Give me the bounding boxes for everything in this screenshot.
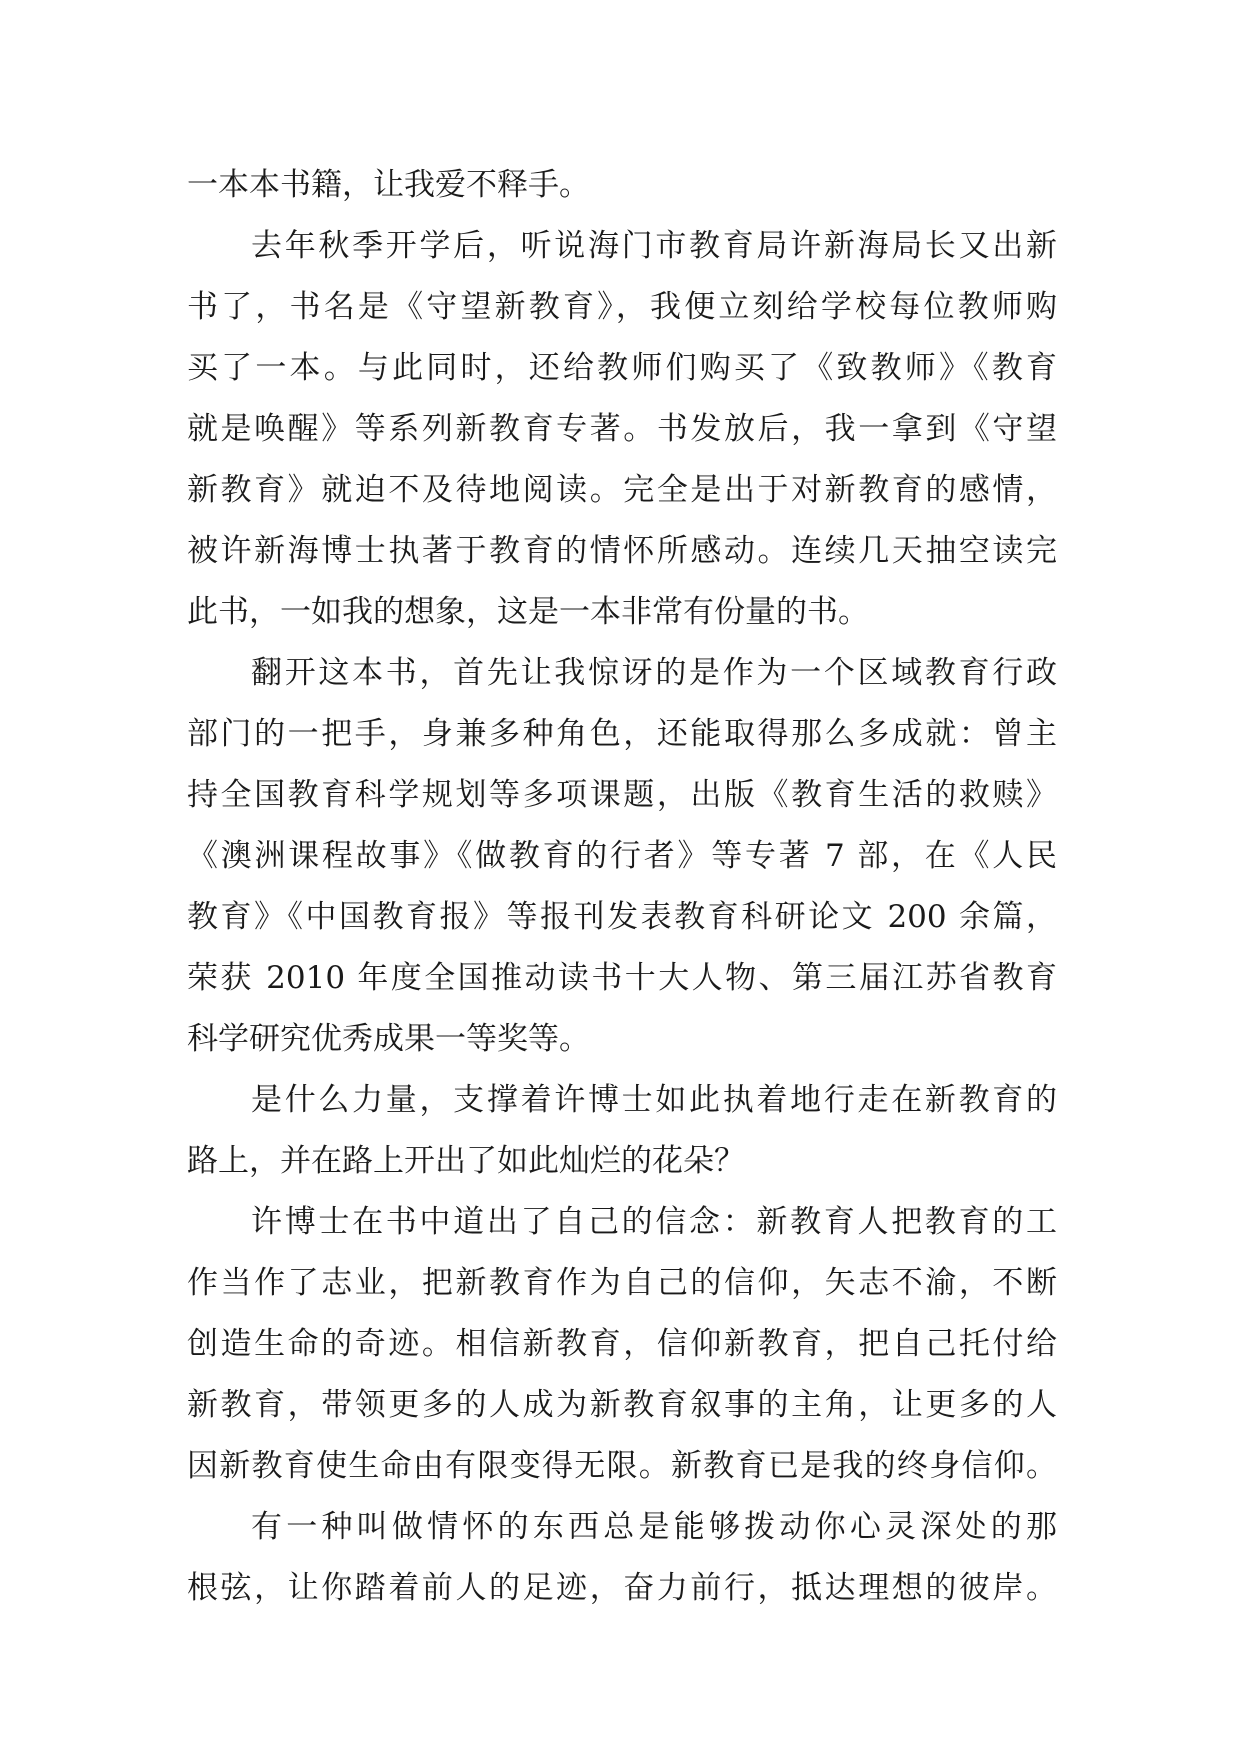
text-line: 新教育》就迫不及待地阅读。完全是出于对新教育的感情， [187, 472, 1057, 508]
text-line: 部门的一把手，身兼多种角色，还能取得那么多成就：曾主 [187, 716, 1057, 752]
text-line: 创造生命的奇迹。相信新教育，信仰新教育，把自己托付给 [187, 1326, 1057, 1362]
paragraph-first-line: 翻开这本书，首先让我惊讶的是作为一个区域教育行政 [251, 655, 1057, 691]
text-line: 此书，一如我的想象，这是一本非常有份量的书。 [187, 594, 869, 630]
text-line: 买了一本。与此同时，还给教师们购买了《致教师》《教育 [187, 350, 1057, 386]
text-line: 路上，并在路上开出了如此灿烂的花朵？ [187, 1143, 745, 1179]
text-line: 教育》《中国教育报》等报刊发表教育科研论文 200 余篇， [187, 899, 1057, 935]
paragraph-first-line: 有一种叫做情怀的东西总是能够拨动你心灵深处的那 [251, 1509, 1057, 1545]
text-line: 书了，书名是《守望新教育》，我便立刻给学校每位教师购 [187, 289, 1057, 325]
text-line: 一本本书籍，让我爱不释手。 [187, 167, 590, 203]
text-line: 因新教育使生命由有限变得无限。新教育已是我的终身信仰。 [187, 1448, 1057, 1484]
text-line: 科学研究优秀成果一等奖等。 [187, 1021, 590, 1057]
paragraph-first-line: 许博士在书中道出了自己的信念：新教育人把教育的工 [251, 1204, 1057, 1240]
paragraph-first-line: 去年秋季开学后，听说海门市教育局许新海局长又出新 [251, 228, 1057, 264]
text-line: 荣获 2010 年度全国推动读书十大人物、第三届江苏省教育 [187, 960, 1057, 996]
text-line: 作当作了志业，把新教育作为自己的信仰，矢志不渝，不断 [187, 1265, 1057, 1301]
text-line: 被许新海博士执著于教育的情怀所感动。连续几天抽空读完 [187, 533, 1057, 569]
text-line: 新教育，带领更多的人成为新教育叙事的主角，让更多的人 [187, 1387, 1057, 1423]
text-line: 《澳洲课程故事》《做教育的行者》等专著 7 部，在《人民 [187, 838, 1057, 874]
text-line: 就是唤醒》等系列新教育专著。书发放后，我一拿到《守望 [187, 411, 1057, 447]
document-body [187, 155, 1057, 1619]
text-line: 根弦，让你踏着前人的足迹，奋力前行，抵达理想的彼岸。 [187, 1570, 1057, 1606]
paragraph-first-line: 是什么力量，支撑着许博士如此执着地行走在新教育的 [251, 1082, 1057, 1118]
text-line: 持全国教育科学规划等多项课题，出版《教育生活的救赎》 [187, 777, 1057, 813]
